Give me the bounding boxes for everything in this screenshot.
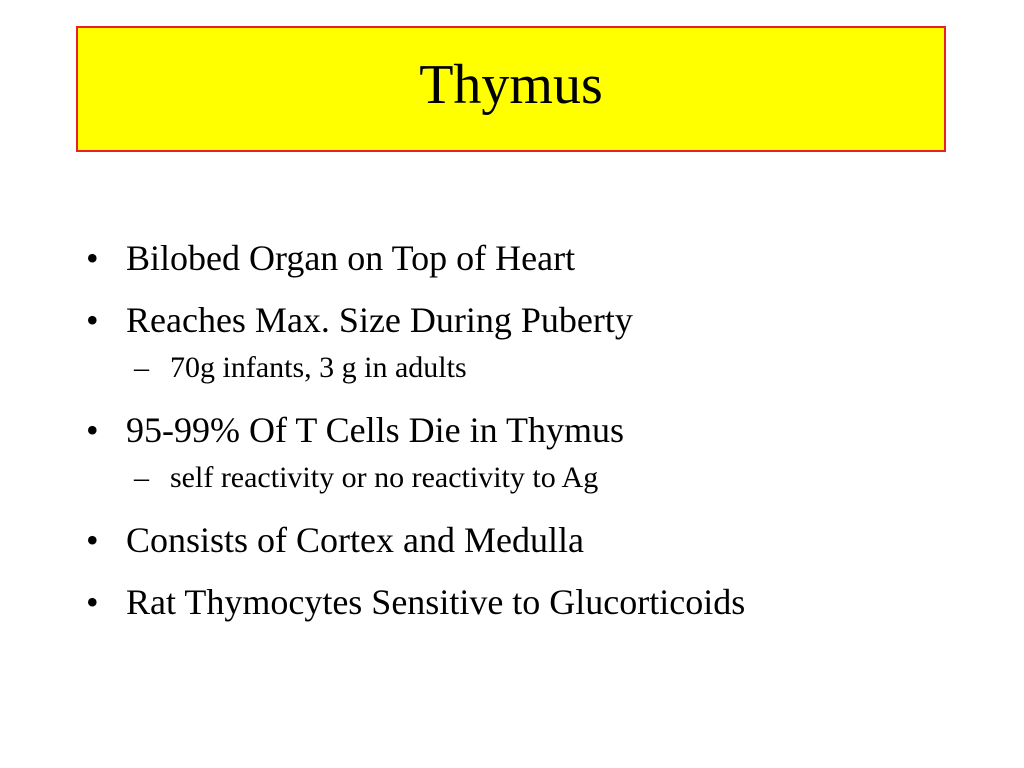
- sub-bullet-text: self reactivity or no reactivity to Ag: [170, 461, 599, 494]
- bullet-dot-icon: •: [86, 520, 99, 560]
- bullet-dot-icon: •: [86, 238, 99, 278]
- bullet-text: Reaches Max. Size During Puberty: [126, 300, 633, 340]
- bullet-text: 95-99% Of T Cells Die in Thymus: [126, 410, 624, 450]
- title-box: [76, 26, 946, 152]
- bullet-text: Rat Thymocytes Sensitive to Glucorticoids: [126, 582, 746, 622]
- bullet-text: Consists of Cortex and Medulla: [126, 520, 584, 560]
- sub-bullet-item: [86, 350, 986, 386]
- dash-icon: –: [134, 351, 149, 384]
- bullet-text: Bilobed Organ on Top of Heart: [126, 238, 576, 278]
- bullet-dot-icon: •: [86, 300, 99, 340]
- bullet-item: [86, 408, 986, 452]
- bullet-item: [86, 580, 986, 624]
- bullet-dot-icon: •: [86, 410, 99, 450]
- dash-icon: –: [134, 461, 149, 494]
- bullet-dot-icon: •: [86, 582, 99, 622]
- bullet-list: [86, 236, 986, 642]
- sub-bullet-text: 70g infants, 3 g in adults: [170, 351, 467, 384]
- bullet-item: [86, 518, 986, 562]
- bullet-item: [86, 236, 986, 280]
- bullet-item: [86, 298, 986, 342]
- sub-bullet-item: [86, 460, 986, 496]
- slide-title: Thymus: [419, 54, 603, 116]
